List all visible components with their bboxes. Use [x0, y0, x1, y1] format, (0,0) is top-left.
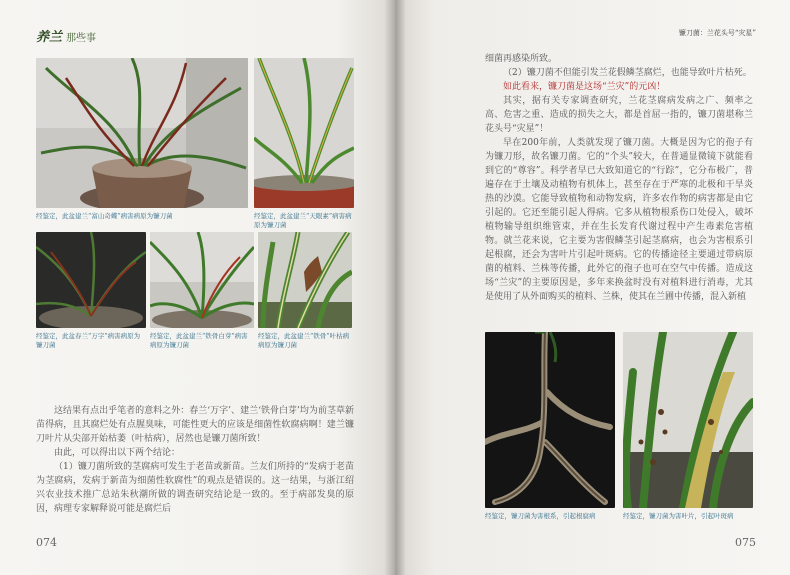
caption-tianyan: 经鉴定，此盆建兰“天眼素”病害病原为镰刀菌 [254, 212, 352, 229]
leaf-spot-photo [623, 332, 753, 508]
book-gutter [384, 0, 406, 575]
right-body-text [485, 52, 753, 304]
right-paragraph-3: 如此看来，镰刀菌是这场“兰灾”的元凶！ [503, 82, 666, 92]
orchid-photo-tianyan [254, 58, 354, 208]
left-body-text [36, 404, 354, 516]
chapter-header: 镰刀菌：兰花头号“灾星” [678, 29, 756, 37]
right-paragraph-1: 细菌再感染所致。 [485, 54, 558, 64]
caption-tiegu: 经鉴定，此盆建兰“铁骨”叶枯病病原为镰刀菌 [258, 332, 350, 349]
book-header [36, 26, 96, 45]
caption-leaf-spot: 经鉴定，镰刀菌为害叶片，引起叶斑病 [623, 512, 734, 520]
left-paragraph-2: 由此，可以得出以下两个结论： [54, 448, 181, 458]
right-paragraph-2: （2）镰刀菌不但能引发兰花假鳞茎腐烂，也能导致叶片枯死。 [503, 68, 752, 78]
root-rot-photo [485, 332, 615, 508]
right-page [395, 0, 790, 575]
orchid-photo-tiegu [258, 232, 352, 328]
book-title: 那些事 [66, 33, 97, 44]
page-number-left: 074 [36, 536, 57, 549]
caption-tiegu-baiya: 经鉴定，此盆建兰“铁骨白芽”病害病原为镰刀菌 [150, 332, 248, 349]
left-paragraph-1: 这结果有点出乎笔者的意料之外：春兰‘万字’、建兰‘铁骨白芽’均为前茎草新苗得病，且其腐烂处有点腥臭味，可能性更大的应该是细菌性软腐病啊！建兰镰刀叶片从尖部开始枯萎（叶枯病），居然也是镰刀菌所致！ [36, 406, 354, 444]
orchid-photo-fushan [36, 58, 248, 208]
caption-wanzi: 经鉴定，此盆春兰“万字”病害病原为镰刀菌 [36, 332, 141, 349]
orchid-photo-wanzi [36, 232, 146, 328]
orchid-photo-tiegu-baiya [150, 232, 254, 328]
right-paragraph-4: 其实，据有关专家调查研究，兰花茎腐病发病之广、频率之高、危害之重、造成的损失之大，都是首屈一指的，镰刀菌堪称兰花头号“灾星”！ [485, 96, 753, 134]
page-number-right: 075 [735, 536, 756, 549]
caption-fushan: 经鉴定，此盆建兰“富山奇蝶”病害病原为镰刀菌 [36, 212, 173, 220]
left-paragraph-3: （1）镰刀菌所致的茎腐病可发生于老苗或新苗。兰友们所持的“发病于老苗为茎腐病，发病于新苗为细菌性软腐性”的观点是错误的。这一结果，与浙江绍兴农业技术推广总站朱秋潮所做的调查研究结论是一致的。至于病部发臭的原因，病理专家解释说可能是腐烂后 [36, 462, 354, 514]
book-brand: 养兰 [36, 30, 63, 45]
right-paragraph-5: 早在200年前，人类就发现了镰刀菌。大概是因为它的孢子有为镰刀形，故名镰刀菌。它的“个头”较大，在普通显微镜下就能看到它的“尊容”。科学者早已大致知道它的“行踪”，它分布极广，普遍存在于土壤及动植物有机体上，甚至存在于严寒的北极和干旱炎热的沙漠。它能导致植物和动物发病，许多农作物的病害都是由它引起的。它还至能引起人得病。它多从植物根系伤口处侵入，破坏植物输导组织维管束，并在生长发育代谢过程中产生毒素危害植物。就兰花来说，它主要为害假鳞茎引起茎腐病，也会为害根系引起根腐，还会为害叶片引起叶斑病。它的传播途径主要通过带病原菌的植料、兰株等传播，此外它的孢子也可在空气中传播。造成这场“兰灾”的主要原因是，多年来换盆时没有对植料进行消毒，尤其是使用了从外面购买的植料、兰株，使其在兰圃中传播，混入新植 [485, 138, 753, 302]
caption-root-rot: 经鉴定，镰刀菌为害根系，引起根腐病 [485, 512, 596, 520]
